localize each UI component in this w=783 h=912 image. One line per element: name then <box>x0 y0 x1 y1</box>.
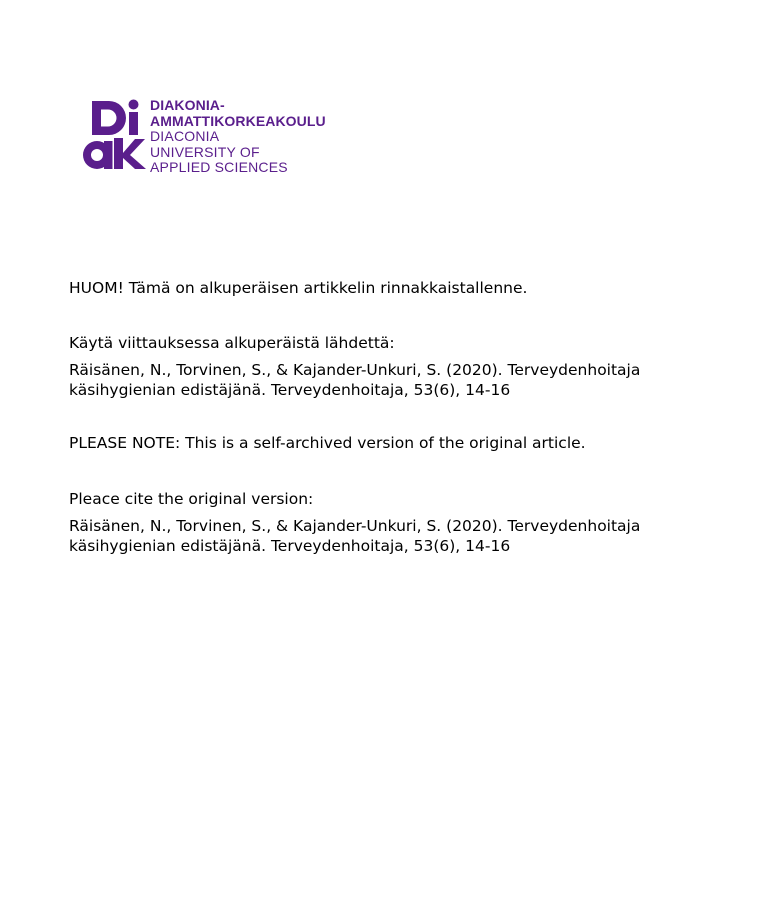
diak-logo-text <box>150 98 326 176</box>
logo-name-en-line3: APPLIED SCIENCES <box>150 159 288 175</box>
cite-prompt-finnish: Käytä viittauksessa alkuperäistä lähdettä: <box>69 334 395 352</box>
citation-finnish-line1: Räisänen, N., Torvinen, S., & Kajander-Unkuri, S. (2020). Terveydenhoitaja <box>69 361 641 379</box>
logo-name-en-line1: DIACONIA <box>150 128 220 144</box>
notice-english: PLEASE NOTE: This is a self-archived version of the original article. <box>69 434 586 452</box>
citation-finnish-line2: käsihygienian edistäjänä. Terveydenhoitaja, 53(6), 14-16 <box>69 381 511 399</box>
logo-name-fi-line2: AMMATTIKORKEAKOULU <box>150 112 326 129</box>
diak-logo-mark <box>80 98 146 178</box>
citation-english-line1: Räisänen, N., Torvinen, S., & Kajander-Unkuri, S. (2020). Terveydenhoitaja <box>69 517 641 535</box>
logo-name-en-line2: UNIVERSITY OF <box>150 143 260 160</box>
citation-english-line2: käsihygienian edistäjänä. Terveydenhoitaja, 53(6), 14-16 <box>69 537 511 555</box>
cite-prompt-english: Pleace cite the original version: <box>69 490 314 508</box>
logo-name-fi-line1: DIAKONIA- <box>150 97 225 113</box>
notice-finnish: HUOM! Tämä on alkuperäisen artikkelin rinnakkaistallenne. <box>69 279 528 297</box>
diak-logo <box>80 98 360 182</box>
